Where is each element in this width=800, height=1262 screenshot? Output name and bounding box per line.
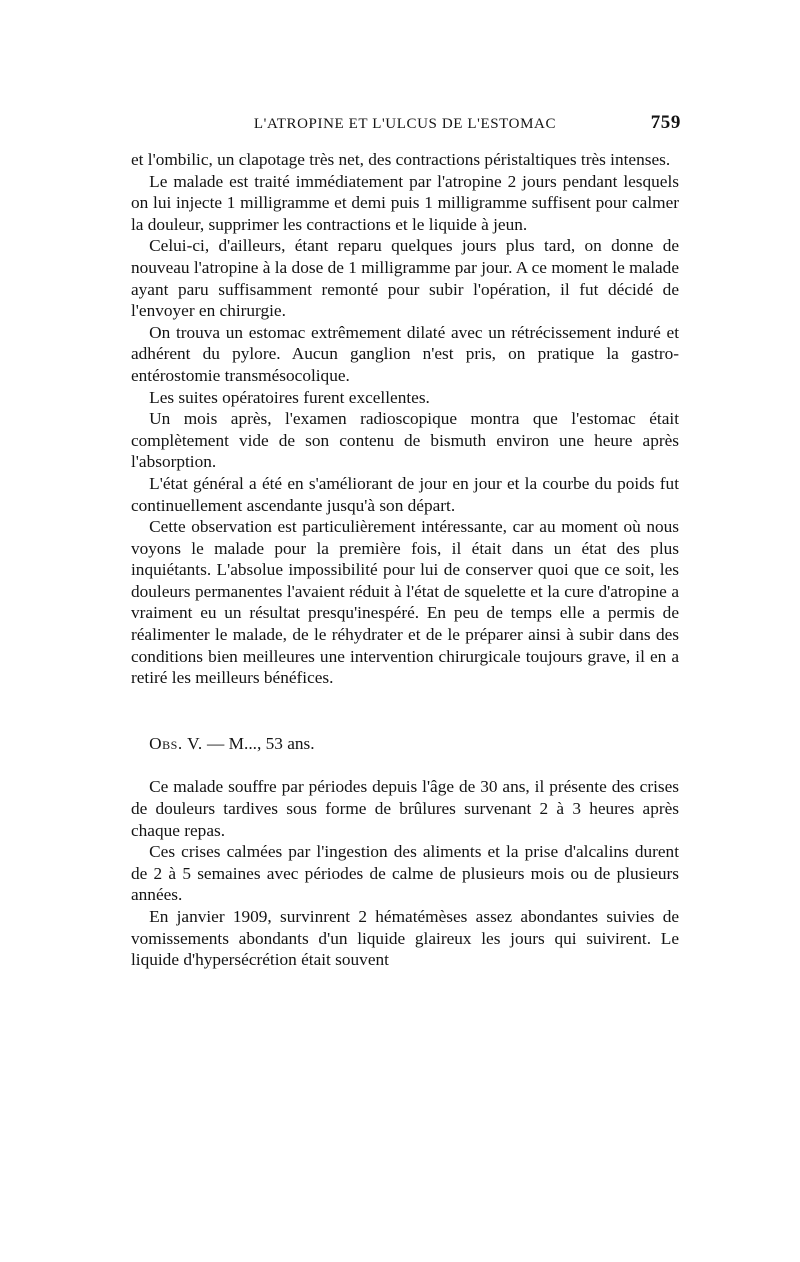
- paragraph: Celui-ci, d'ailleurs, étant reparu quelques jours plus tard, on donne de nouveau l'atropine à la dose de 1 milligramme par jour. A ce moment le malade ayant paru suffisamment remonté pour subir l'opération, il fut décidé de l'envoyer en chirurgie.: [131, 236, 679, 321]
- paragraph: Les suites opératoires furent excellentes.: [149, 387, 430, 407]
- paragraph: L'état général a été en s'améliorant de jour en jour et la courbe du poids fut continuellement ascendante jusqu'à son départ.: [131, 473, 679, 515]
- paragraph: En janvier 1909, survinrent 2 hématémèses assez abondantes suivies de vomissements abondants d'un liquide glaireux les jours qui suivirent. Le liquide d'hypersécrétion était souvent: [131, 907, 679, 970]
- page-number: 759: [650, 112, 681, 133]
- page-header: [131, 112, 681, 142]
- observation-heading: [131, 733, 679, 755]
- paragraph: Le malade est traité immédiatement par l'atropine 2 jours pendant lesquels on lui injecte 1 milligramme et demi puis 1 milligramme suffisent pour calmer la douleur, supprimer les contractions et le liquide à jeun.: [131, 171, 679, 234]
- paragraph: Ce malade souffre par périodes depuis l'âge de 30 ans, il présente des crises de douleurs tardives sous forme de brûlures survenant 2 à 3 heures après chaque repas.: [131, 777, 679, 840]
- paragraph: Un mois après, l'examen radioscopique montra que l'estomac était complètement vide de son contenu de bismuth environ une heure après l'absorption.: [131, 409, 679, 472]
- body-text: [131, 149, 679, 971]
- paragraph: et l'ombilic, un clapotage très net, des contractions péristaltiques très intenses.: [131, 150, 671, 169]
- observation-patient: — M..., 53 ans.: [202, 733, 315, 753]
- observation-label: Obs. V.: [149, 733, 203, 753]
- paragraph: Cette observation est particulièrement intéressante, car au moment où nous voyons le malade pour la première fois, il était dans un état des plus inquiétants. L'absolue impossibilité pour lui de conserver quoi que ce soit, les douleurs permanentes l'avaient réduit à l'état de squelette et la cure d'atropine a vraiment eu un résultat presqu'inespéré. En peu de temps elle a permis de réalimenter le malade, de le réhydrater et de le préparer ainsi à subir dans des conditions bien meilleures une intervention chirurgicale toujours grave, il en a retiré les meilleurs bénéfices.: [131, 517, 679, 688]
- paragraph: On trouva un estomac extrêmement dilaté avec un rétrécissement induré et adhérent du pylore. Aucun ganglion n'est pris, on pratique la gastro-entérostomie transmésocolique.: [131, 322, 679, 385]
- running-title: L'ATROPINE ET L'ULCUS DE L'ESTOMAC: [253, 116, 557, 132]
- paragraph: Ces crises calmées par l'ingestion des aliments et la prise d'alcalins durent de 2 à 5 semaines avec périodes de calme de plusieurs mois ou de plusieurs années.: [131, 842, 679, 905]
